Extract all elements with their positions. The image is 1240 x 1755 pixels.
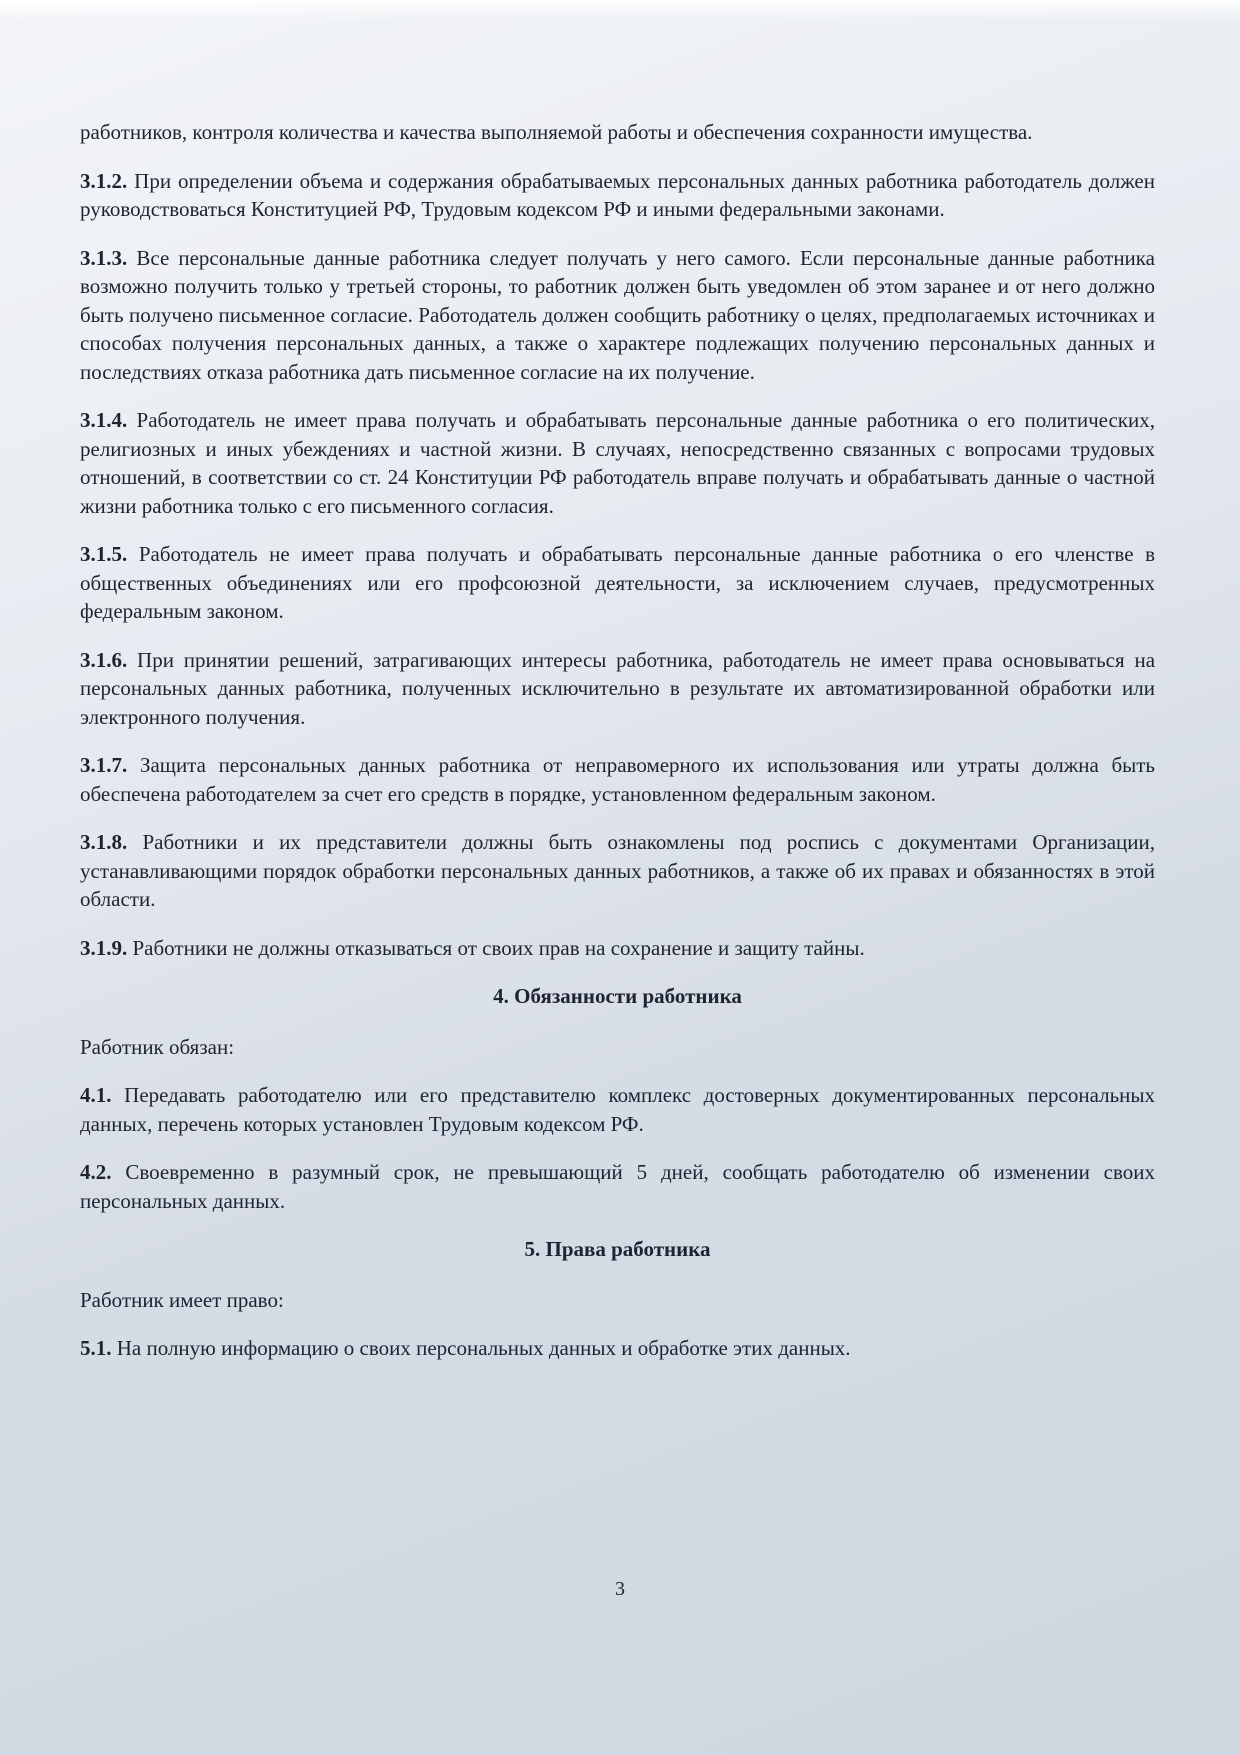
- section-4-intro: Работник обязан:: [80, 1034, 235, 1059]
- paragraph-number: 3.1.8.: [80, 830, 128, 854]
- paragraph-text: Своевременно в разумный срок, не превышающий 5 дней, сообщать работодателю об изменении своих персональных данных.: [80, 1160, 1155, 1213]
- section-4-heading: 4. Обязанности работника: [493, 984, 742, 1008]
- document-body: [80, 118, 1155, 1383]
- paragraph-text: На полную информацию о своих персональных данных и обработке этих данных.: [116, 1336, 851, 1360]
- paragraph-number: 3.1.6.: [80, 647, 128, 672]
- paragraph-number: 4.1.: [80, 1083, 112, 1107]
- paragraph-3-1-4: [80, 406, 1155, 520]
- paragraph-5-1: [80, 1334, 1155, 1363]
- paragraph-4-2: [80, 1158, 1155, 1215]
- paragraph-text: работников, контроля количества и качества выполняемой работы и обеспечения сохранности имущества.: [80, 120, 1033, 144]
- paragraph-text: Работники и их представители должны быть ознакомлены под роспись с документами Организации, устанавливающими порядок обработки персональных данных работников, а также об их правах и обязанностях в этой области.: [80, 830, 1155, 911]
- paragraph-number: 3.1.2.: [80, 168, 128, 193]
- paragraph-continuation: [80, 118, 1155, 147]
- paragraph-number: 3.1.4.: [80, 408, 128, 432]
- paragraph-3-1-6: [80, 646, 1155, 732]
- paragraph-3-1-5: [80, 540, 1155, 626]
- paragraph-number: 5.1.: [80, 1336, 112, 1360]
- paragraph-number: 3.1.7.: [80, 753, 128, 777]
- section-5-intro: Работник имеет право:: [80, 1287, 284, 1312]
- paragraph-text: При принятии решений, затрагивающих интересы работника, работодатель не имеет права основываться на персональных данных работника, полученных исключительно в результате их автоматизированной обработки или электронного получения.: [80, 647, 1156, 729]
- page-number: 3: [615, 1578, 625, 1600]
- paragraph-3-1-7: [80, 751, 1155, 808]
- page-top-edge: [0, 0, 1240, 20]
- paragraph-text: Передавать работодателю или его представителю комплекс достоверных документированных персональных данных, перечень которых установлен Трудовым кодексом РФ.: [80, 1083, 1155, 1136]
- paragraph-number: 4.2.: [80, 1160, 112, 1184]
- paragraph-number: 3.1.5.: [80, 542, 128, 566]
- paragraph-3-1-9: [80, 934, 1155, 963]
- section-5-heading: 5. Права работника: [524, 1237, 711, 1261]
- paragraph-number: 3.1.9.: [80, 935, 128, 960]
- paragraph-text: Работодатель не имеет права получать и обрабатывать персональные данные работника о его политических, религиозных и иных убеждениях и частной жизни. В случаях, непосредственно связанных с вопросами трудовых отношений, в соответствии со ст. 24 Конституции РФ работодатель вправе получать и обрабатывать данные о частной жизни работника только с его письменного согласия.: [80, 408, 1155, 518]
- paragraph-text: Работодатель не имеет права получать и обрабатывать персональные данные работника о его членстве в общественных объединениях или его профсоюзной деятельности, за исключением случаев, предусмотренных федеральным законом.: [80, 542, 1155, 623]
- paragraph-3-1-2: [80, 167, 1155, 224]
- paragraph-3-1-8: [80, 828, 1155, 914]
- paragraph-4-1: [80, 1081, 1155, 1138]
- paragraph-3-1-3: [80, 244, 1155, 387]
- paragraph-text: Защита персональных данных работника от неправомерного их использования или утраты должна быть обеспечена работодателем за счет его средств в порядке, установленном федеральным законом.: [80, 753, 1155, 806]
- paragraph-number: 3.1.3.: [80, 245, 128, 270]
- paragraph-text: Работники не должны отказываться от своих прав на сохранение и защиту тайны.: [132, 935, 865, 960]
- paragraph-text: При определении объема и содержания обрабатываемых персональных данных работника работодатель должен руководствоваться Конституцией РФ, Трудовым кодексом РФ и иными федеральными законами.: [80, 168, 1155, 221]
- paragraph-text: Все персональные данные работника следует получать у него самого. Если персональные данные работника возможно получить только у третьей стороны, то работник должен быть уведомлен об этом заранее и от него должно быть получено письменное согласие. Работодатель должен сообщить работнику о целях, предполагаемых источниках и способах получения персональных данных, а также о характере подлежащих получению персональных данных и последствиях отказа работника дать письменное согласие на их получение.: [80, 245, 1156, 384]
